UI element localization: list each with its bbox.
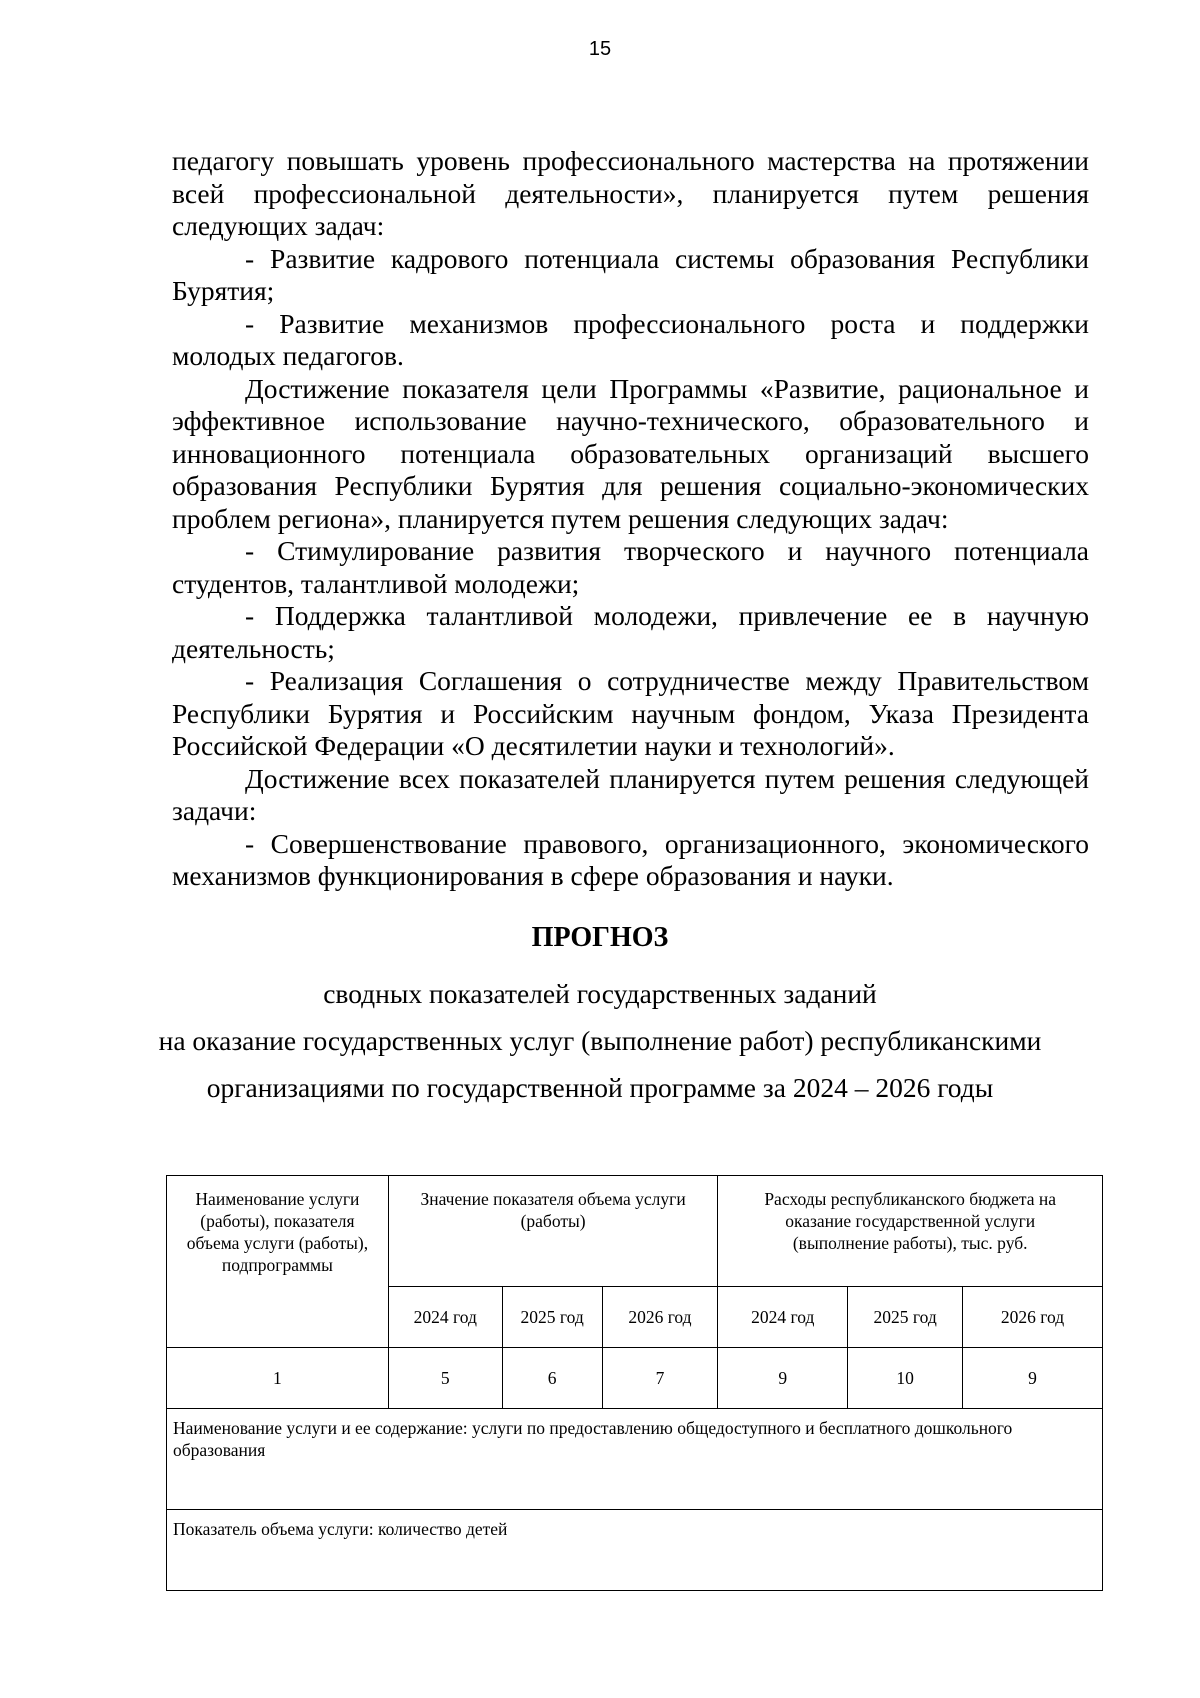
table-number-row bbox=[167, 1348, 1103, 1409]
indicator-description: Показатель объема услуги: количество детей bbox=[167, 1510, 1103, 1591]
paragraph: - Реализация Соглашения о сотрудничестве между Правительством Республики Бурятия и Российским научным фондом, Указа Президента Российской Федерации «О десятилетии науки и технологий». bbox=[172, 665, 1089, 761]
year-cell: 2025 год bbox=[848, 1287, 963, 1348]
forecast-subtitle-line: на оказание государственных услуг (выполнение работ) республиканскими bbox=[158, 1025, 1042, 1056]
paragraph: Достижение всех показателей планируется путем решения следующей задачи: bbox=[172, 762, 1089, 826]
column-number: 9 bbox=[718, 1348, 848, 1409]
header-indicator-value: Значение показателя объема услуги (работы) bbox=[388, 1176, 718, 1287]
paragraph: - Стимулирование развития творческого и научного потенциала студентов, талантливой молодежи; bbox=[172, 535, 1089, 599]
year-cell: 2024 год bbox=[718, 1287, 848, 1348]
paragraph: - Совершенствование правового, организационного, экономического механизмов функционирования в сфере образования и науки. bbox=[172, 827, 1089, 891]
forecast-table bbox=[166, 1175, 1103, 1591]
year-cell: 2026 год bbox=[963, 1287, 1103, 1348]
year-cell: 2024 год bbox=[388, 1287, 502, 1348]
table-row bbox=[167, 1510, 1103, 1591]
paragraph: - Поддержка талантливой молодежи, привлечение ее в научную деятельность; bbox=[172, 600, 1089, 664]
paragraph: Достижение показателя цели Программы «Развитие, рациональное и эффективное использование научно-технического, образовательного и инновационного потенциала образовательных организаций высшего образования Республики Бурятия для решения социально-экономических проблем региона», планируется путем решения следующих задач: bbox=[172, 372, 1089, 534]
column-number: 7 bbox=[602, 1348, 718, 1409]
service-description: Наименование услуги и ее содержание: услуги по предоставлению общедоступного и бесплатного дошкольного образования bbox=[167, 1409, 1103, 1510]
column-number: 6 bbox=[502, 1348, 602, 1409]
table-header-row bbox=[167, 1176, 1103, 1287]
year-cell: 2026 год bbox=[602, 1287, 718, 1348]
paragraph: - Развитие механизмов профессионального роста и поддержки молодых педагогов. bbox=[172, 307, 1089, 371]
header-service-name: Наименование услуги (работы), показателя объема услуги (работы), подпрограммы bbox=[167, 1176, 389, 1348]
table-row bbox=[167, 1409, 1103, 1510]
paragraph: педагогу повышать уровень профессионального мастерства на протяжении всей профессиональной деятельности», планируется путем решения следующих задач: bbox=[172, 145, 1089, 241]
forecast-subtitle-line: сводных показателей государственных заданий bbox=[323, 978, 877, 1009]
paragraph: - Развитие кадрового потенциала системы образования Республики Бурятия; bbox=[172, 242, 1089, 306]
page-number: 15 bbox=[588, 38, 612, 60]
column-number: 9 bbox=[963, 1348, 1103, 1409]
forecast-subtitle-line: организациями по государственной программе за 2024 – 2026 годы bbox=[206, 1072, 994, 1103]
header-budget-expenses: Расходы республиканского бюджета на оказание государственной услуги (выполнение работы), тыс. руб. bbox=[718, 1176, 1103, 1287]
body-text bbox=[172, 145, 1089, 893]
year-cell: 2025 год bbox=[502, 1287, 602, 1348]
column-number: 1 bbox=[167, 1348, 389, 1409]
forecast-title: ПРОГНОЗ bbox=[531, 922, 669, 953]
column-number: 5 bbox=[388, 1348, 502, 1409]
column-number: 10 bbox=[848, 1348, 963, 1409]
